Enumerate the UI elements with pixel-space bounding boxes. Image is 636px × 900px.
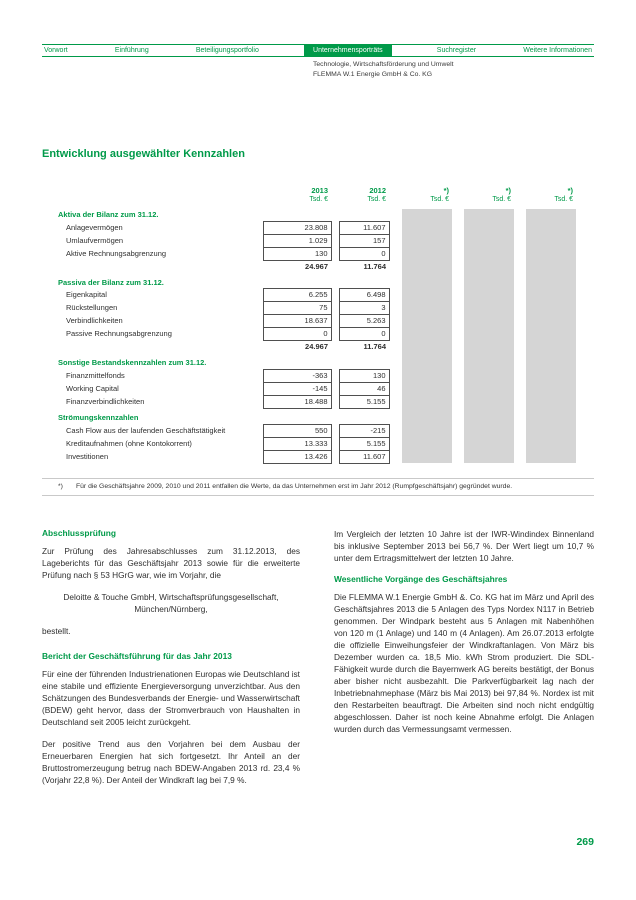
- na-cell: [402, 260, 452, 273]
- sum-2013: 24.967: [305, 261, 328, 271]
- value-2012: 46: [339, 382, 389, 395]
- na-cell: [526, 382, 576, 395]
- table-row: [58, 221, 576, 234]
- metric-label: Finanzmittelfonds: [66, 370, 125, 380]
- metric-label: Eigenkapital: [66, 290, 107, 299]
- table-row: [58, 450, 576, 463]
- nav-item-vorwort[interactable]: Vorwort: [44, 47, 68, 54]
- na-cell: [464, 302, 514, 315]
- section-heading-bericht: Bericht der Geschäftsführung für das Jahr 2013: [42, 651, 232, 661]
- value-2012: 130: [339, 369, 389, 382]
- na-cell: [402, 277, 452, 289]
- table-row: [58, 369, 576, 382]
- table-sum-row: [58, 260, 576, 273]
- na-cell: [402, 382, 452, 395]
- footnote-text: Für die Geschäftsjahre 2009, 2010 und 2011 entfallen die Werte, da das Unternehmen erst im Jahr 2012 (Rumpfgeschäftsjahr) gegründet wurde.: [76, 483, 513, 490]
- table-row: [58, 289, 576, 302]
- value-2013: 1.029: [263, 234, 331, 247]
- value-2013: 75: [263, 302, 331, 315]
- na-cell: [402, 209, 452, 221]
- na-cell: [464, 395, 514, 408]
- na-cell: [526, 221, 576, 234]
- paragraph: Der positive Trend aus den Vorjahren bei dem Ausbau der Erneuerbaren Energien hat sich fortgesetzt. Ihr Anteil an der Bruttostromerzeugung betrug nach BDEW-Angaben 2013 rd. 23,4 % (Vorjahr 22,8 %). Der Anteil der Windkraft lag bei 7,9 %.: [42, 739, 300, 785]
- breadcrumb-company: FLEMMA W.1 Energie GmbH & Co. KG: [313, 71, 432, 78]
- table-row: [58, 302, 576, 315]
- table-section-title: Sonstige Bestandskennzahlen zum 31.12.: [58, 358, 207, 367]
- value-2012: 0: [339, 247, 389, 260]
- paragraph: Die FLEMMA W.1 Energie GmbH &. Co. KG hat im März und April des Geschäftsjahres 2013 die 5 Anlagen des Typs Nordex N117 in Betrieb genommen. Der Windpark besteht aus 5 Anlagen mit Nabenhöhen von 120 m (1 Anlage) und 140 m (4 Anlagen). Am 26.07.2013 erfolgte die offizielle Einweihungsfeier der Windkraftanlagen. Von März bis Dezember wurden ca. 18,5 Mio. kWh Strom produziert. Die SDL-Fähigkeit wurde durch die Bayernwerk AG bereits bestätigt, der Bonus aber bisher nicht ausbezahlt. Die Parkverfügbarkeit lag nach der Inbetriebnahmephase (März bis Mai 2013) bei 97,84 %. Nordex ist mit den Restarbeiten beauftragt. Die Arbeiten sind noch nicht endgültig abgeschlossen. Daher ist noch keine Abnahme erfolgt. Die Anlagen wurden durch das Vermessungsamt vermessen.: [334, 592, 594, 734]
- text-column-right: [334, 528, 594, 745]
- na-cell: [464, 424, 514, 437]
- sum-2013: 24.967: [305, 342, 328, 351]
- col-header-na-2: *) Tsd. €: [492, 186, 511, 203]
- na-cell: [402, 328, 452, 341]
- na-cell: [464, 315, 514, 328]
- paragraph: Zur Prüfung des Jahresabschlusses zum 31.12.2013, des Lageberichts für das Geschäftsjahr 2013 sowie für die erweiterte Prüfung nach § 53 HGrG war, wie im Vorjahr, die: [42, 546, 300, 580]
- na-cell: [526, 424, 576, 437]
- footnote-marker: *): [58, 483, 63, 490]
- na-cell: [464, 209, 514, 221]
- na-cell: [402, 234, 452, 247]
- auditor-name: Deloitte & Touche GmbH, Wirtschaftsprüfungsgesellschaft, München/Nürnberg,: [63, 592, 279, 614]
- na-cell: [464, 328, 514, 341]
- value-2013: -145: [263, 382, 331, 395]
- value-2013: 6.255: [263, 289, 331, 302]
- col-header-na-1: *) Tsd. €: [430, 186, 449, 203]
- na-cell: [526, 437, 576, 450]
- text-column-left: [42, 528, 300, 796]
- col-header-2012: 2012 Tsd. €: [367, 186, 386, 203]
- na-cell: [526, 277, 576, 289]
- value-2012: 6.498: [339, 289, 389, 302]
- na-cell: [402, 221, 452, 234]
- na-cell: [402, 450, 452, 463]
- na-cell: [464, 382, 514, 395]
- na-cell: [402, 247, 452, 260]
- na-cell: [402, 357, 452, 369]
- nav-item-weitere-informationen[interactable]: Weitere Informationen: [523, 47, 592, 54]
- paragraph: Im Vergleich der letzten 10 Jahre ist der IWR-Windindex Binnenland bis inklusive September 2013 bei 56,7 %. Der Wert liegt um 10,7 % unter dem Ertragsmittelwert der letzten 10 Jahre.: [334, 529, 594, 563]
- value-2013: 130: [263, 247, 331, 260]
- na-cell: [464, 341, 514, 354]
- na-cell: [402, 395, 452, 408]
- na-cell: [526, 357, 576, 369]
- col-header-2013: 2013 Tsd. €: [309, 186, 328, 203]
- na-cell: [526, 234, 576, 247]
- value-2012: 11.607: [339, 221, 389, 234]
- na-cell: [402, 412, 452, 424]
- na-cell: [402, 302, 452, 315]
- value-2012: 0: [339, 328, 389, 341]
- sum-2012: 11.764: [363, 261, 386, 271]
- metric-label: Aktive Rechnungsabgrenzung: [66, 248, 167, 258]
- metric-label: Umlaufvermögen: [66, 235, 124, 245]
- value-2012: 5.263: [339, 315, 389, 328]
- value-2012: 11.607: [339, 450, 389, 463]
- section-heading-abschlusspruefung: Abschlussprüfung: [42, 528, 116, 538]
- na-cell: [526, 260, 576, 273]
- na-cell: [526, 328, 576, 341]
- na-cell: [464, 277, 514, 289]
- metric-label: Investitionen: [66, 451, 109, 461]
- table-section-row: [58, 277, 576, 289]
- na-cell: [526, 289, 576, 302]
- na-cell: [526, 412, 576, 424]
- metric-label: Kreditaufnahmen (ohne Kontokorrent): [66, 438, 192, 448]
- value-2013: 18.637: [263, 315, 331, 328]
- table-section-title: Aktiva der Bilanz zum 31.12.: [58, 210, 159, 219]
- value-2012: -215: [339, 424, 389, 437]
- na-cell: [464, 412, 514, 424]
- table-sum-row: [58, 341, 576, 354]
- value-2012: 5.155: [339, 395, 389, 408]
- na-cell: [402, 341, 452, 354]
- table-row: [58, 424, 576, 437]
- paragraph: bestellt.: [42, 626, 71, 636]
- metric-label: Working Capital: [66, 383, 119, 393]
- na-cell: [464, 357, 514, 369]
- value-2013: 0: [263, 328, 331, 341]
- metric-label: Passive Rechnungsabgrenzung: [66, 329, 172, 338]
- metric-label: Verbindlichkeiten: [66, 316, 123, 325]
- breadcrumb-category: Technologie, Wirtschaftsförderung und Umwelt: [313, 61, 454, 68]
- table-section-title: Passiva der Bilanz zum 31.12.: [58, 277, 164, 287]
- value-2013: 23.808: [263, 221, 331, 234]
- na-cell: [402, 289, 452, 302]
- table-row: [58, 382, 576, 395]
- col-header-na-3: *) Tsd. €: [554, 186, 573, 203]
- na-cell: [402, 369, 452, 382]
- value-2012: 157: [339, 234, 389, 247]
- na-cell: [402, 437, 452, 450]
- na-cell: [402, 315, 452, 328]
- na-cell: [526, 395, 576, 408]
- table-section-row: [58, 357, 576, 369]
- key-figures-table: [58, 186, 576, 464]
- table-header-row: [58, 186, 576, 209]
- top-navigation: [42, 44, 594, 57]
- table-section-title: Strömungskennzahlen: [58, 413, 139, 422]
- table-row: [58, 234, 576, 247]
- sum-2012: 11.764: [363, 342, 386, 351]
- na-cell: [464, 234, 514, 247]
- page-number: 269: [576, 836, 594, 848]
- table-row: [58, 437, 576, 450]
- na-cell: [464, 260, 514, 273]
- na-cell: [464, 369, 514, 382]
- table-row: [58, 328, 576, 341]
- nav-item-einfuehrung[interactable]: Einführung: [114, 47, 149, 54]
- nav-item-beteiligungsportfolio[interactable]: Beteiligungsportfolio: [195, 47, 259, 54]
- nav-item-suchregister[interactable]: Suchregister: [436, 47, 477, 54]
- na-cell: [464, 221, 514, 234]
- value-2013: -363: [263, 369, 331, 382]
- metric-label: Rückstellungen: [66, 303, 118, 312]
- table-row: [58, 247, 576, 260]
- metric-label: Finanzverbindlichkeiten: [66, 396, 145, 406]
- na-cell: [526, 369, 576, 382]
- na-cell: [526, 315, 576, 328]
- na-cell: [464, 289, 514, 302]
- table-footnote: [42, 478, 594, 496]
- table-row: [58, 315, 576, 328]
- value-2013: 18.488: [263, 395, 331, 408]
- breadcrumb: [313, 60, 454, 80]
- value-2012: 3: [339, 302, 389, 315]
- value-2013: 550: [263, 424, 331, 437]
- metric-label: Cash Flow aus der laufenden Geschäftstätigkeit: [66, 425, 226, 435]
- table-row: [58, 395, 576, 408]
- paragraph: Für eine der führenden Industrienationen Europas wie Deutschland ist eine stabile und effiziente Energieversorgung unverzichtbar. Aus den Schätzungen des Bundesverbands der Energie- und Wasserwirtschaft (BDEW) geht hervor, dass der Stromverbrauch von Haushalten in Deutschland seit 2005 leicht zurückgeht.: [42, 669, 300, 727]
- table-section-row: [58, 412, 576, 424]
- na-cell: [464, 247, 514, 260]
- table-section-row: [58, 209, 576, 221]
- value-2013: 13.426: [263, 450, 331, 463]
- na-cell: [526, 302, 576, 315]
- page-title: Entwicklung ausgewählter Kennzahlen: [42, 148, 245, 160]
- nav-item-unternehmensportraets[interactable]: Unternehmensporträts: [304, 45, 392, 56]
- na-cell: [526, 247, 576, 260]
- value-2013: 13.333: [263, 437, 331, 450]
- na-cell: [526, 209, 576, 221]
- na-cell: [464, 437, 514, 450]
- metric-label: Anlagevermögen: [66, 222, 123, 232]
- na-cell: [526, 450, 576, 463]
- section-heading-vorgaenge: Wesentliche Vorgänge des Geschäftsjahres: [334, 574, 508, 584]
- value-2012: 5.155: [339, 437, 389, 450]
- na-cell: [402, 424, 452, 437]
- na-cell: [526, 341, 576, 354]
- na-cell: [464, 450, 514, 463]
